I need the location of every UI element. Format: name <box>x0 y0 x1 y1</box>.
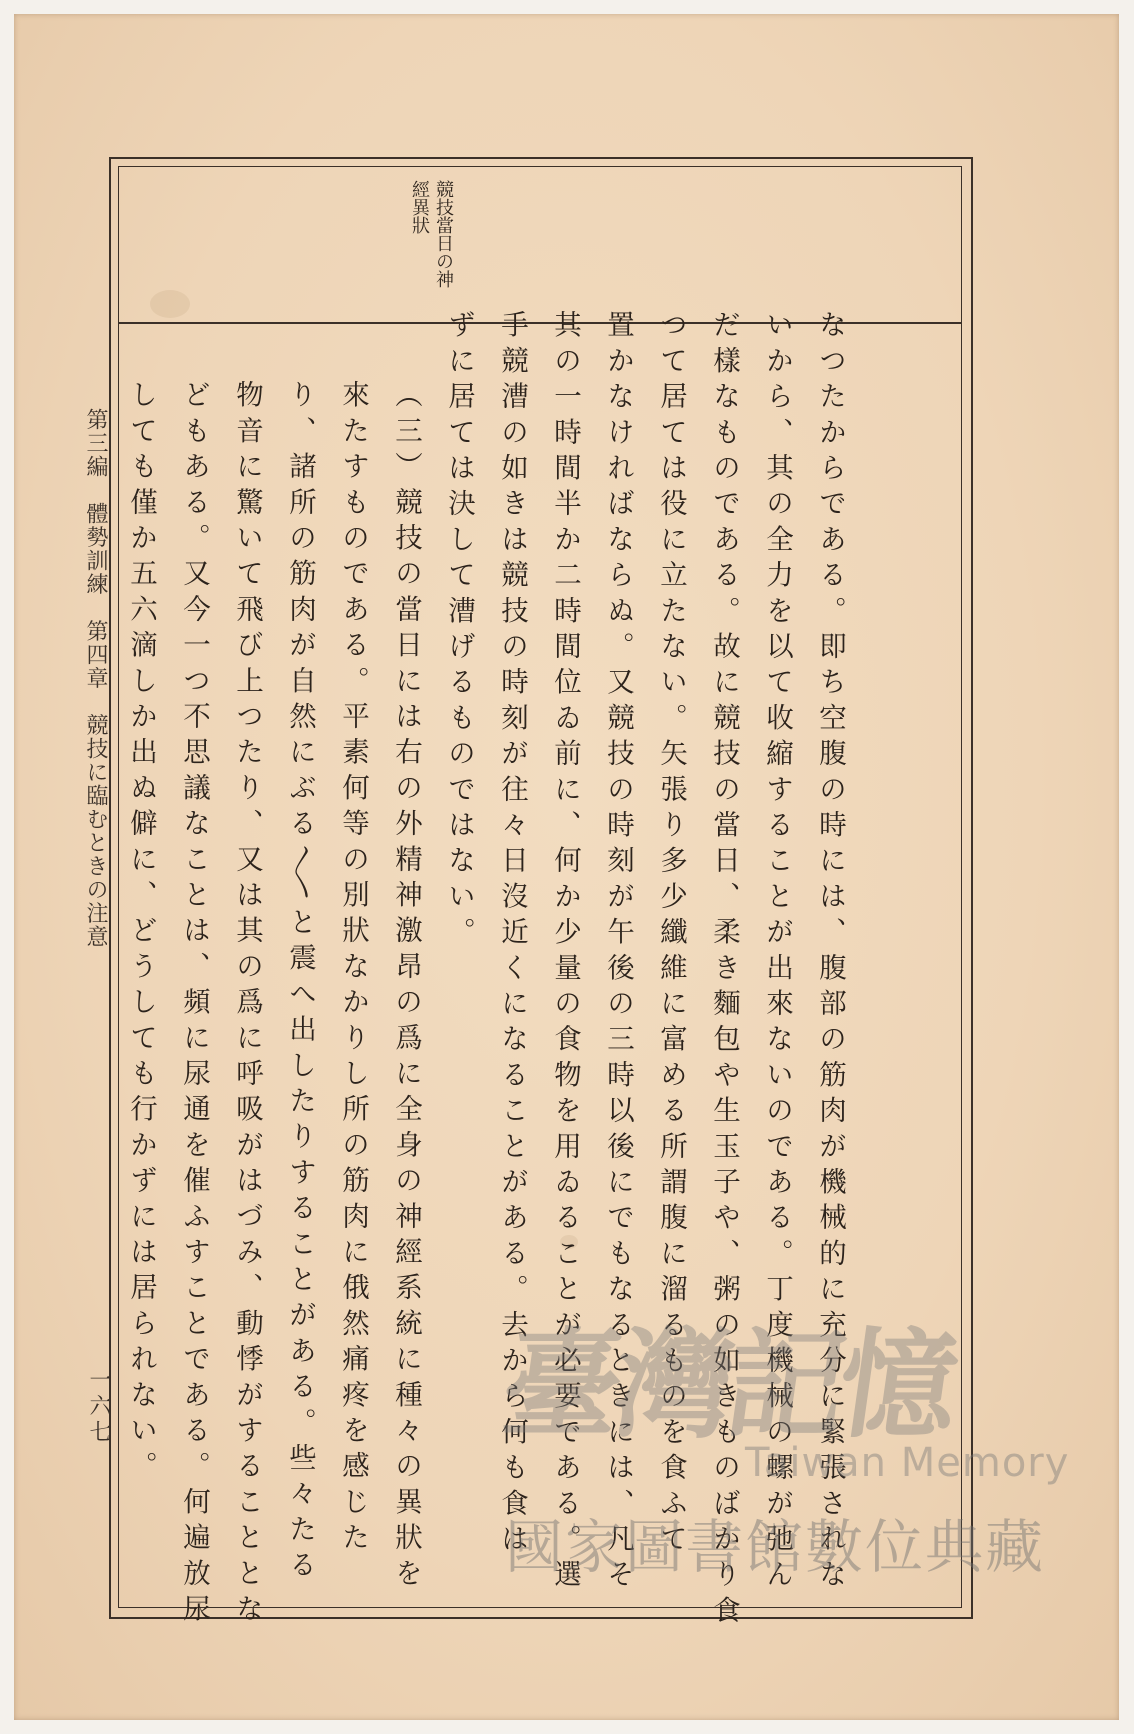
body-column: しても僅か五六滴しか出ぬ僻に、どうしても行かずには居られない。 <box>125 380 157 1487</box>
marginal-note-line-2: 經異狀 <box>409 180 430 234</box>
body-column: なつたからである。即ち空腹の時には、腹部の筋肉が機械的に充分に緊張されな <box>814 310 846 1596</box>
body-column: り、諸所の筋肉が自然にぶる〳〵と震へ出したりすることがある。些々たる <box>284 380 316 1586</box>
body-column: （三）競技の當日には右の外精神激昂の爲に全身の神經系統に種々の異狀を <box>390 380 422 1594</box>
running-head: 第三編 體勢訓練 第四章 競技に臨むときの注意 <box>83 408 108 949</box>
marginal-note-line-1: 競技當日の神 <box>433 180 454 288</box>
body-column: 來たすものである。平素何等の別狀なかりし所の筋肉に俄然痛疼を感じた <box>337 380 369 1559</box>
body-column: だ樣なものである。故に競技の當日、柔き麵包や生玉子や、粥の如きものばかり食 <box>708 310 740 1631</box>
body-column: 物音に驚いて飛び上つたり、又は其の爲に呼吸がはづみ、動悸がすることとな <box>231 380 263 1630</box>
body-column: 置かなければならぬ。又競技の時刻が午後の三時以後にでもなるときには、凡そ <box>602 310 634 1596</box>
watermark-chinese: 國家圖書館數位典藏 <box>505 1513 1046 1581</box>
body-column: つて居ては役に立たない。矢張り多少纖維に富める所謂腹に溜るものを食ふて <box>655 310 687 1560</box>
watermark-english: Taiwan Memory <box>745 1440 1070 1486</box>
page-number: 一六七 <box>86 1368 111 1446</box>
body-column: いから、其の全力を以て收縮することが出來ないのである。丁度機械の螺が弛ん <box>761 310 793 1596</box>
watermark-logo-script: 臺灣記憶 <box>493 1315 962 1454</box>
body-column: どもある。又今一つ不思議なことは、頻に尿通を催ふすことである。何遍放尿 <box>178 380 210 1630</box>
body-column: 手競漕の如きは競技の時刻が往々日沒近くになることがある。去から何も食は <box>496 310 528 1560</box>
body-column: ずに居ては決して漕げるものではない。 <box>443 310 475 953</box>
body-column: 其の一時間半か二時間位ゐ前に、何か少量の食物を用ゐることが必要である。選 <box>549 310 581 1596</box>
